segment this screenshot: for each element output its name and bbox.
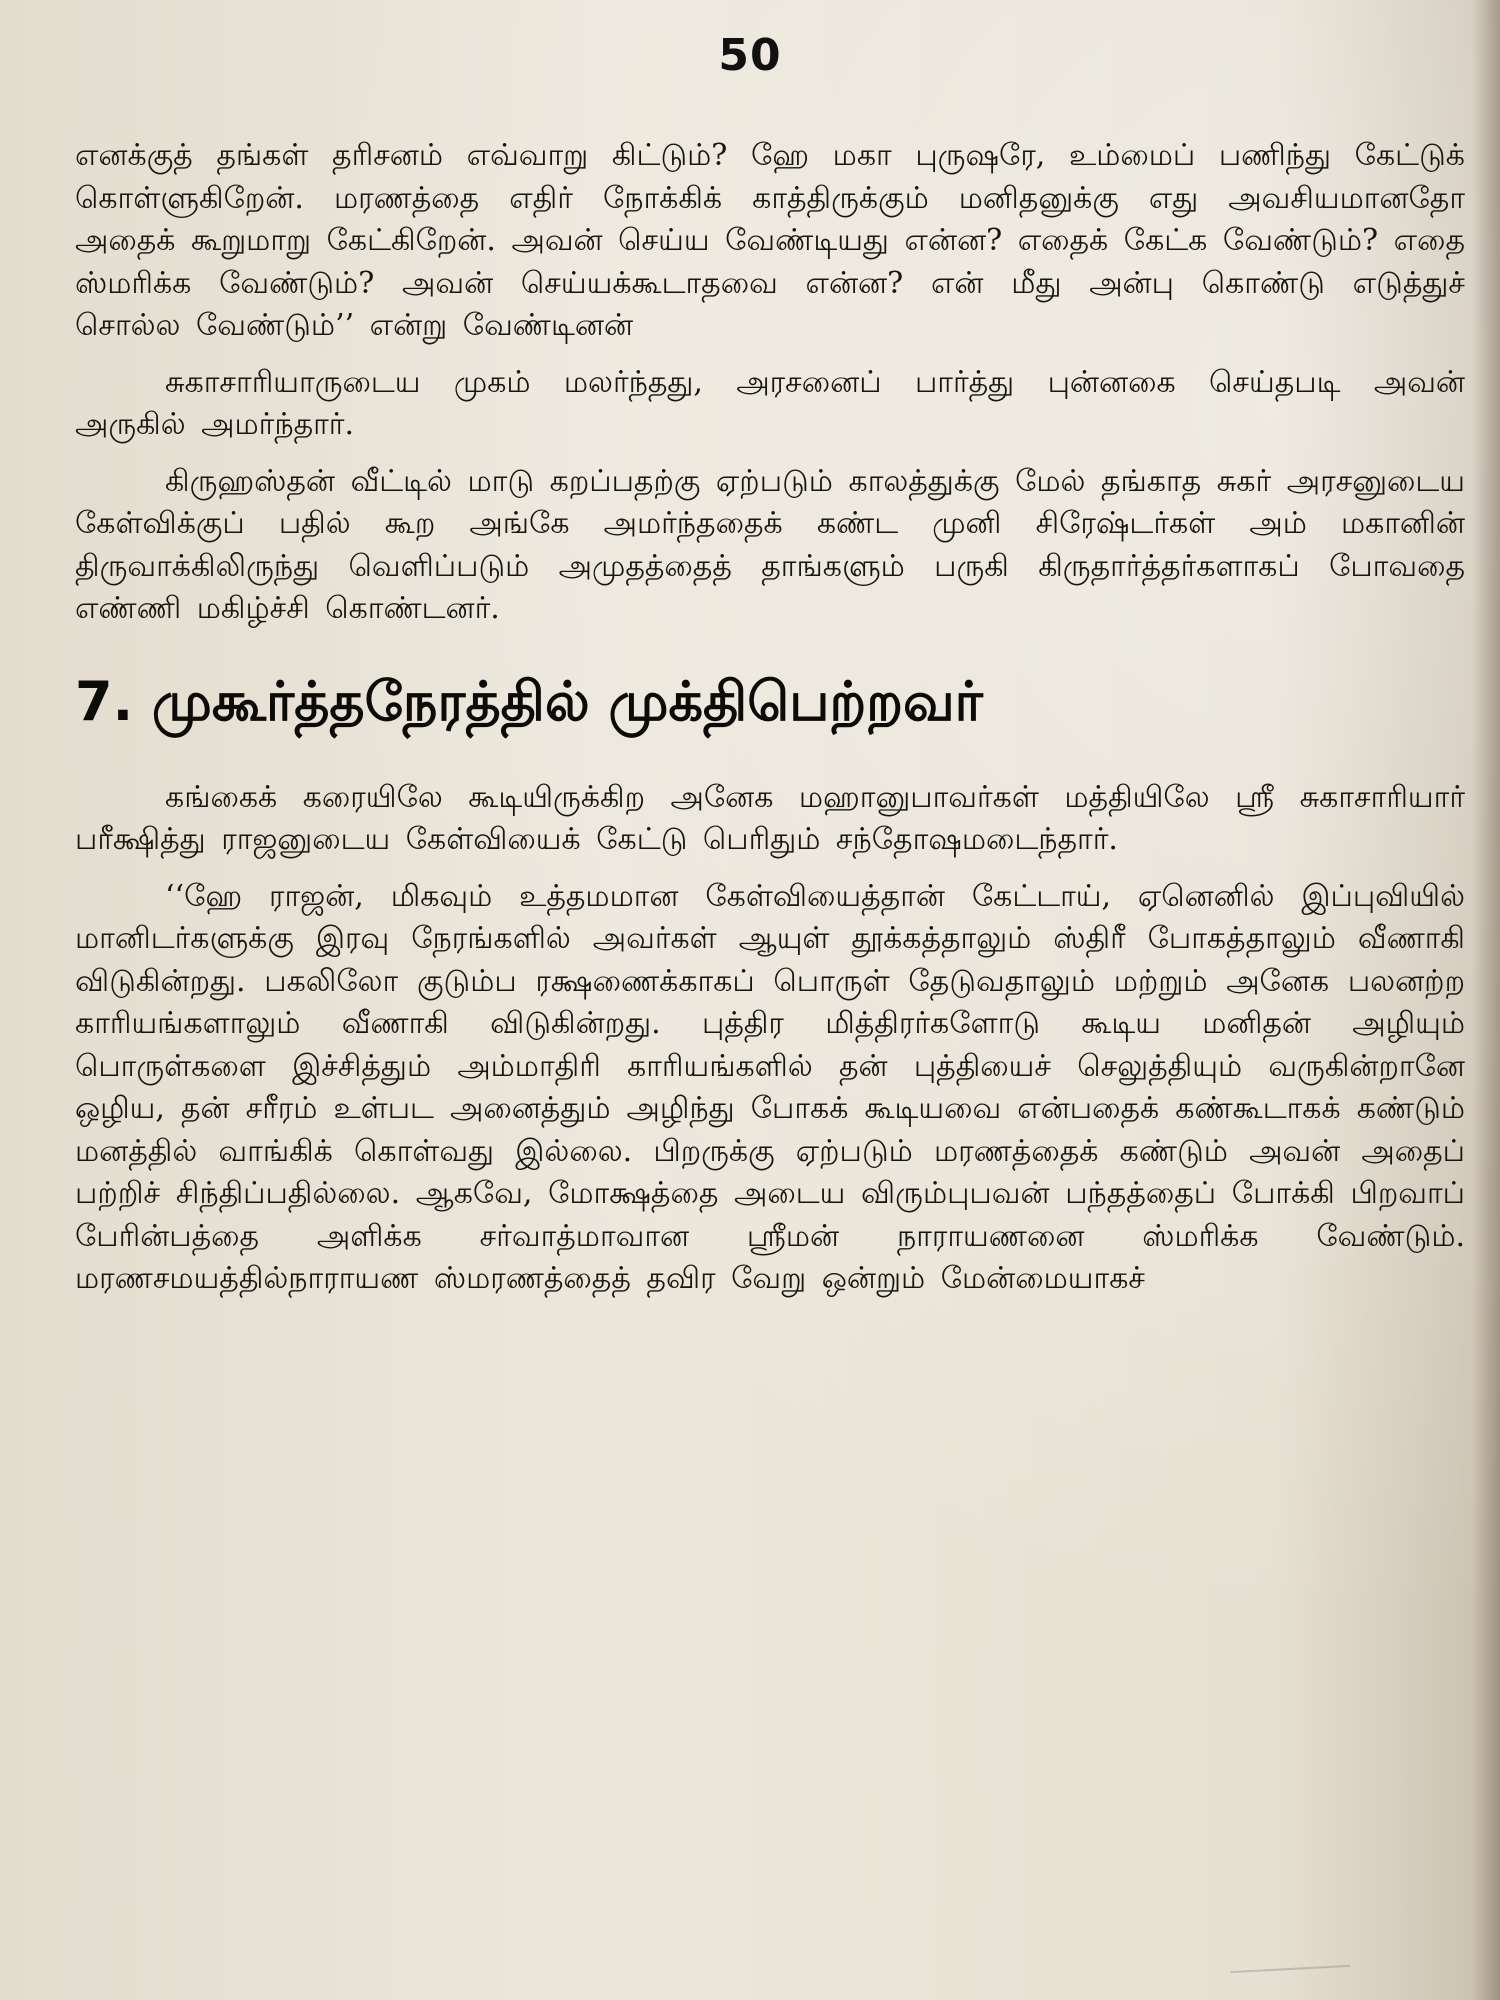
paragraph-sages-rejoiced: கிருஹஸ்தன் வீட்டில் மாடு கறப்பதற்கு ஏற்படும் காலத்துக்கு மேல் தங்காத சுகர் அரசனுடைய கேள்விக்குப் பதில் கூற அங்கே அமர்ந்ததைக் கண்ட முனி சிரேஷ்டர்கள் அம் மகானின் திருவாக்கிலிருந்து வெளிப்படும் அமுதத்தைத் தாங்களும் பருகி கிருதார்த்தர்களாகப் போவதை எண்ணி மகிழ்ச்சி கொண்டனர். <box>75 463 1465 626</box>
page-content <box>75 135 1465 1301</box>
paragraph-question-continued: எனக்குத் தங்கள் தரிசனம் எவ்வாறு கிட்டும்? ஹே மகா புருஷரே, உம்மைப் பணிந்து கேட்டுக் கொள்ளுகிறேன். மரணத்தை எதிர் நோக்கிக் காத்திருக்கும் மனிதனுக்கு எது அவசியமானதோ அதைக் கூறுமாறு கேட்கிறேன். அவன் செய்ய வேண்டியது என்ன? எதைக் கேட்க வேண்டும்? எதை ஸ்மரிக்க வேண்டும்? அவன் செய்யக்கூடாதவை என்ன? என் மீது அன்பு கொண்டு எடுத்துச் சொல்ல வேண்டும்’’ என்று வேண்டினன் <box>75 138 1465 343</box>
paragraph-suka-smiled: சுகாசாரியாருடைய முகம் மலர்ந்தது, அரசனைப் பார்த்து புன்னகை செய்தபடி அவன் அருகில் அமர்ந்தார். <box>75 364 1465 442</box>
pencil-mark <box>1230 1945 1351 1973</box>
paragraph-ganga-assembly: கங்கைக் கரையிலே கூடியிருக்கிற அனேக மஹானுபாவர்கள் மத்தியிலே ஸ்ரீ சுகாசாரியார் பரீக்ஷித்து ராஜனுடைய கேள்வியைக் கேட்டு பெரிதும் சந்தோஷமடைந்தார். <box>75 779 1465 857</box>
page-binding-shadow <box>1472 0 1500 2000</box>
section-heading: 7. முகூர்த்தநேரத்தில் முக்திபெற்றவர் <box>75 669 983 733</box>
paragraph-suka-reply: ‘‘ஹே ராஜன், மிகவும் உத்தமமான கேள்வியைத்தான் கேட்டாய், ஏனெனில் இப்புவியில் மானிடர்களுக்கு இரவு நேரங்களில் அவர்கள் ஆயுள் தூக்கத்தாலும் ஸ்திரீ போகத்தாலும் வீணாகி விடுகின்றது. பகலிலோ குடும்ப ரக்ஷணைக்காகப் பொருள் தேடுவதாலும் மற்றும் அனேக பலனற்ற காரியங்களாலும் வீணாகி விடுகின்றது. புத்திர மித்திரர்களோடு கூடிய மனிதன் அழியும் பொருள்களை இச்சித்தும் அம்மாதிரி காரியங்களில் தன் புத்தியைச் செலுத்தியும் வருகின்றானே ஒழிய, தன் சரீரம் உள்பட அனைத்தும் அழிந்து போகக் கூடியவை என்பதைக் கண்கூடாகக் கண்டும் மனத்தில் வாங்கிக் கொள்வது இல்லை. பிறருக்கு ஏற்படும் மரணத்தைக் கண்டும் அவன் அதைப் பற்றிச் சிந்திப்பதில்லை. ஆகவே, மோக்ஷத்தை அடைய விரும்புபவன் பந்தத்தைப் போக்கி பிறவாப் பேரின்பத்தை அளிக்க சர்வாத்மாவான ஸ்ரீமன் நாராயணனை ஸ்மரிக்க வேண்டும். மரணசமயத்தில்நாராயண ஸ்மரணத்தைத் தவிர வேறு ஒன்றும் மேன்மையாகச் <box>75 878 1465 1296</box>
page-number: 50 <box>718 30 782 81</box>
